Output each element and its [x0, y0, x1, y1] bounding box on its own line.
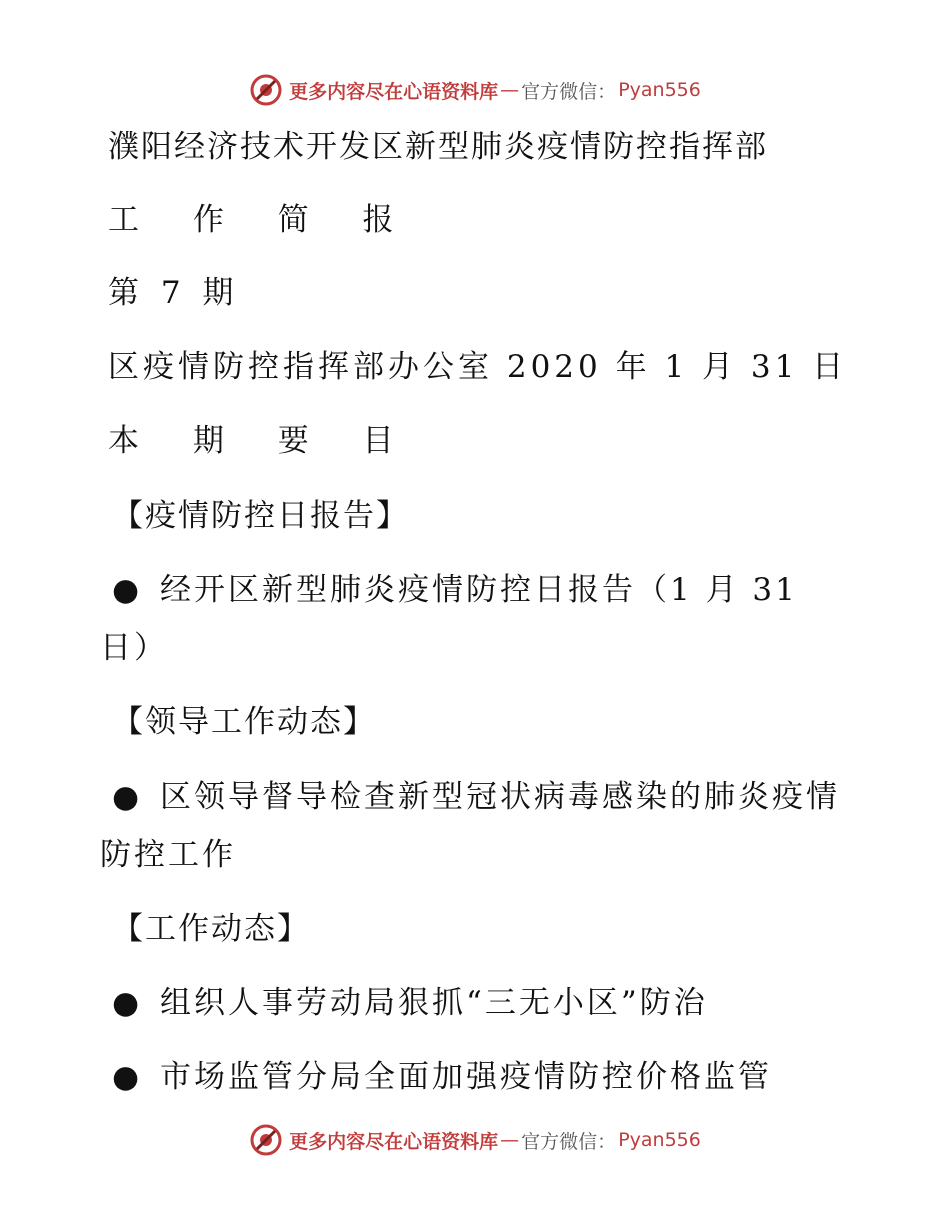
- toc-heading: 本 期 要 目: [108, 423, 416, 459]
- brand-logo-icon: [249, 73, 283, 107]
- watermark-dash: —: [500, 1129, 520, 1151]
- bullet-icon: ●: [112, 572, 143, 608]
- section-heading-daily-report: 【疫情防控日报告】: [112, 498, 409, 534]
- watermark-header: [0, 70, 950, 110]
- bullet-icon: ●: [112, 779, 143, 815]
- list-item-text: 经开区新型肺炎疫情防控日报告（1 月 31: [160, 572, 798, 608]
- watermark-wechat-id: Pyan556: [618, 79, 701, 101]
- issue-number: 第 7 期: [108, 275, 240, 311]
- watermark-wechat-id: Pyan556: [618, 1129, 701, 1151]
- watermark-text: 更多内容尽在心语资料库: [289, 80, 499, 103]
- bullet-icon: ●: [112, 1059, 143, 1095]
- list-item: [112, 777, 840, 817]
- watermark-label: 官方微信：: [521, 80, 617, 103]
- brand-logo-icon: [249, 1123, 283, 1157]
- list-item: [112, 570, 798, 610]
- watermark-footer: [0, 1120, 950, 1160]
- list-item: [112, 983, 708, 1023]
- list-item-text: 区领导督导检查新型冠状病毒感染的肺炎疫情: [160, 779, 840, 815]
- bulletin-title: 工 作 简 报: [108, 202, 416, 238]
- list-item-continuation: 防控工作: [100, 837, 236, 873]
- list-item-continuation: 日）: [100, 630, 168, 666]
- list-item-text: 市场监管分局全面加强疫情防控价格监管: [160, 1059, 772, 1095]
- list-item: [112, 1057, 772, 1097]
- watermark-dash: —: [500, 79, 520, 101]
- org-title: 濮阳经济技术开发区新型肺炎疫情防控指挥部: [108, 129, 768, 165]
- watermark-text: 更多内容尽在心语资料库: [289, 1130, 499, 1153]
- watermark-label: 官方微信：: [521, 1130, 617, 1153]
- section-heading-work-updates: 【工作动态】: [112, 911, 310, 947]
- list-item-text: 组织人事劳动局狠抓“三无小区”防治: [160, 985, 708, 1021]
- section-heading-leadership: 【领导工作动态】: [112, 704, 376, 740]
- issuer-date: 区疫情防控指挥部办公室 2020 年 1 月 31 日: [108, 349, 848, 385]
- bullet-icon: ●: [112, 985, 143, 1021]
